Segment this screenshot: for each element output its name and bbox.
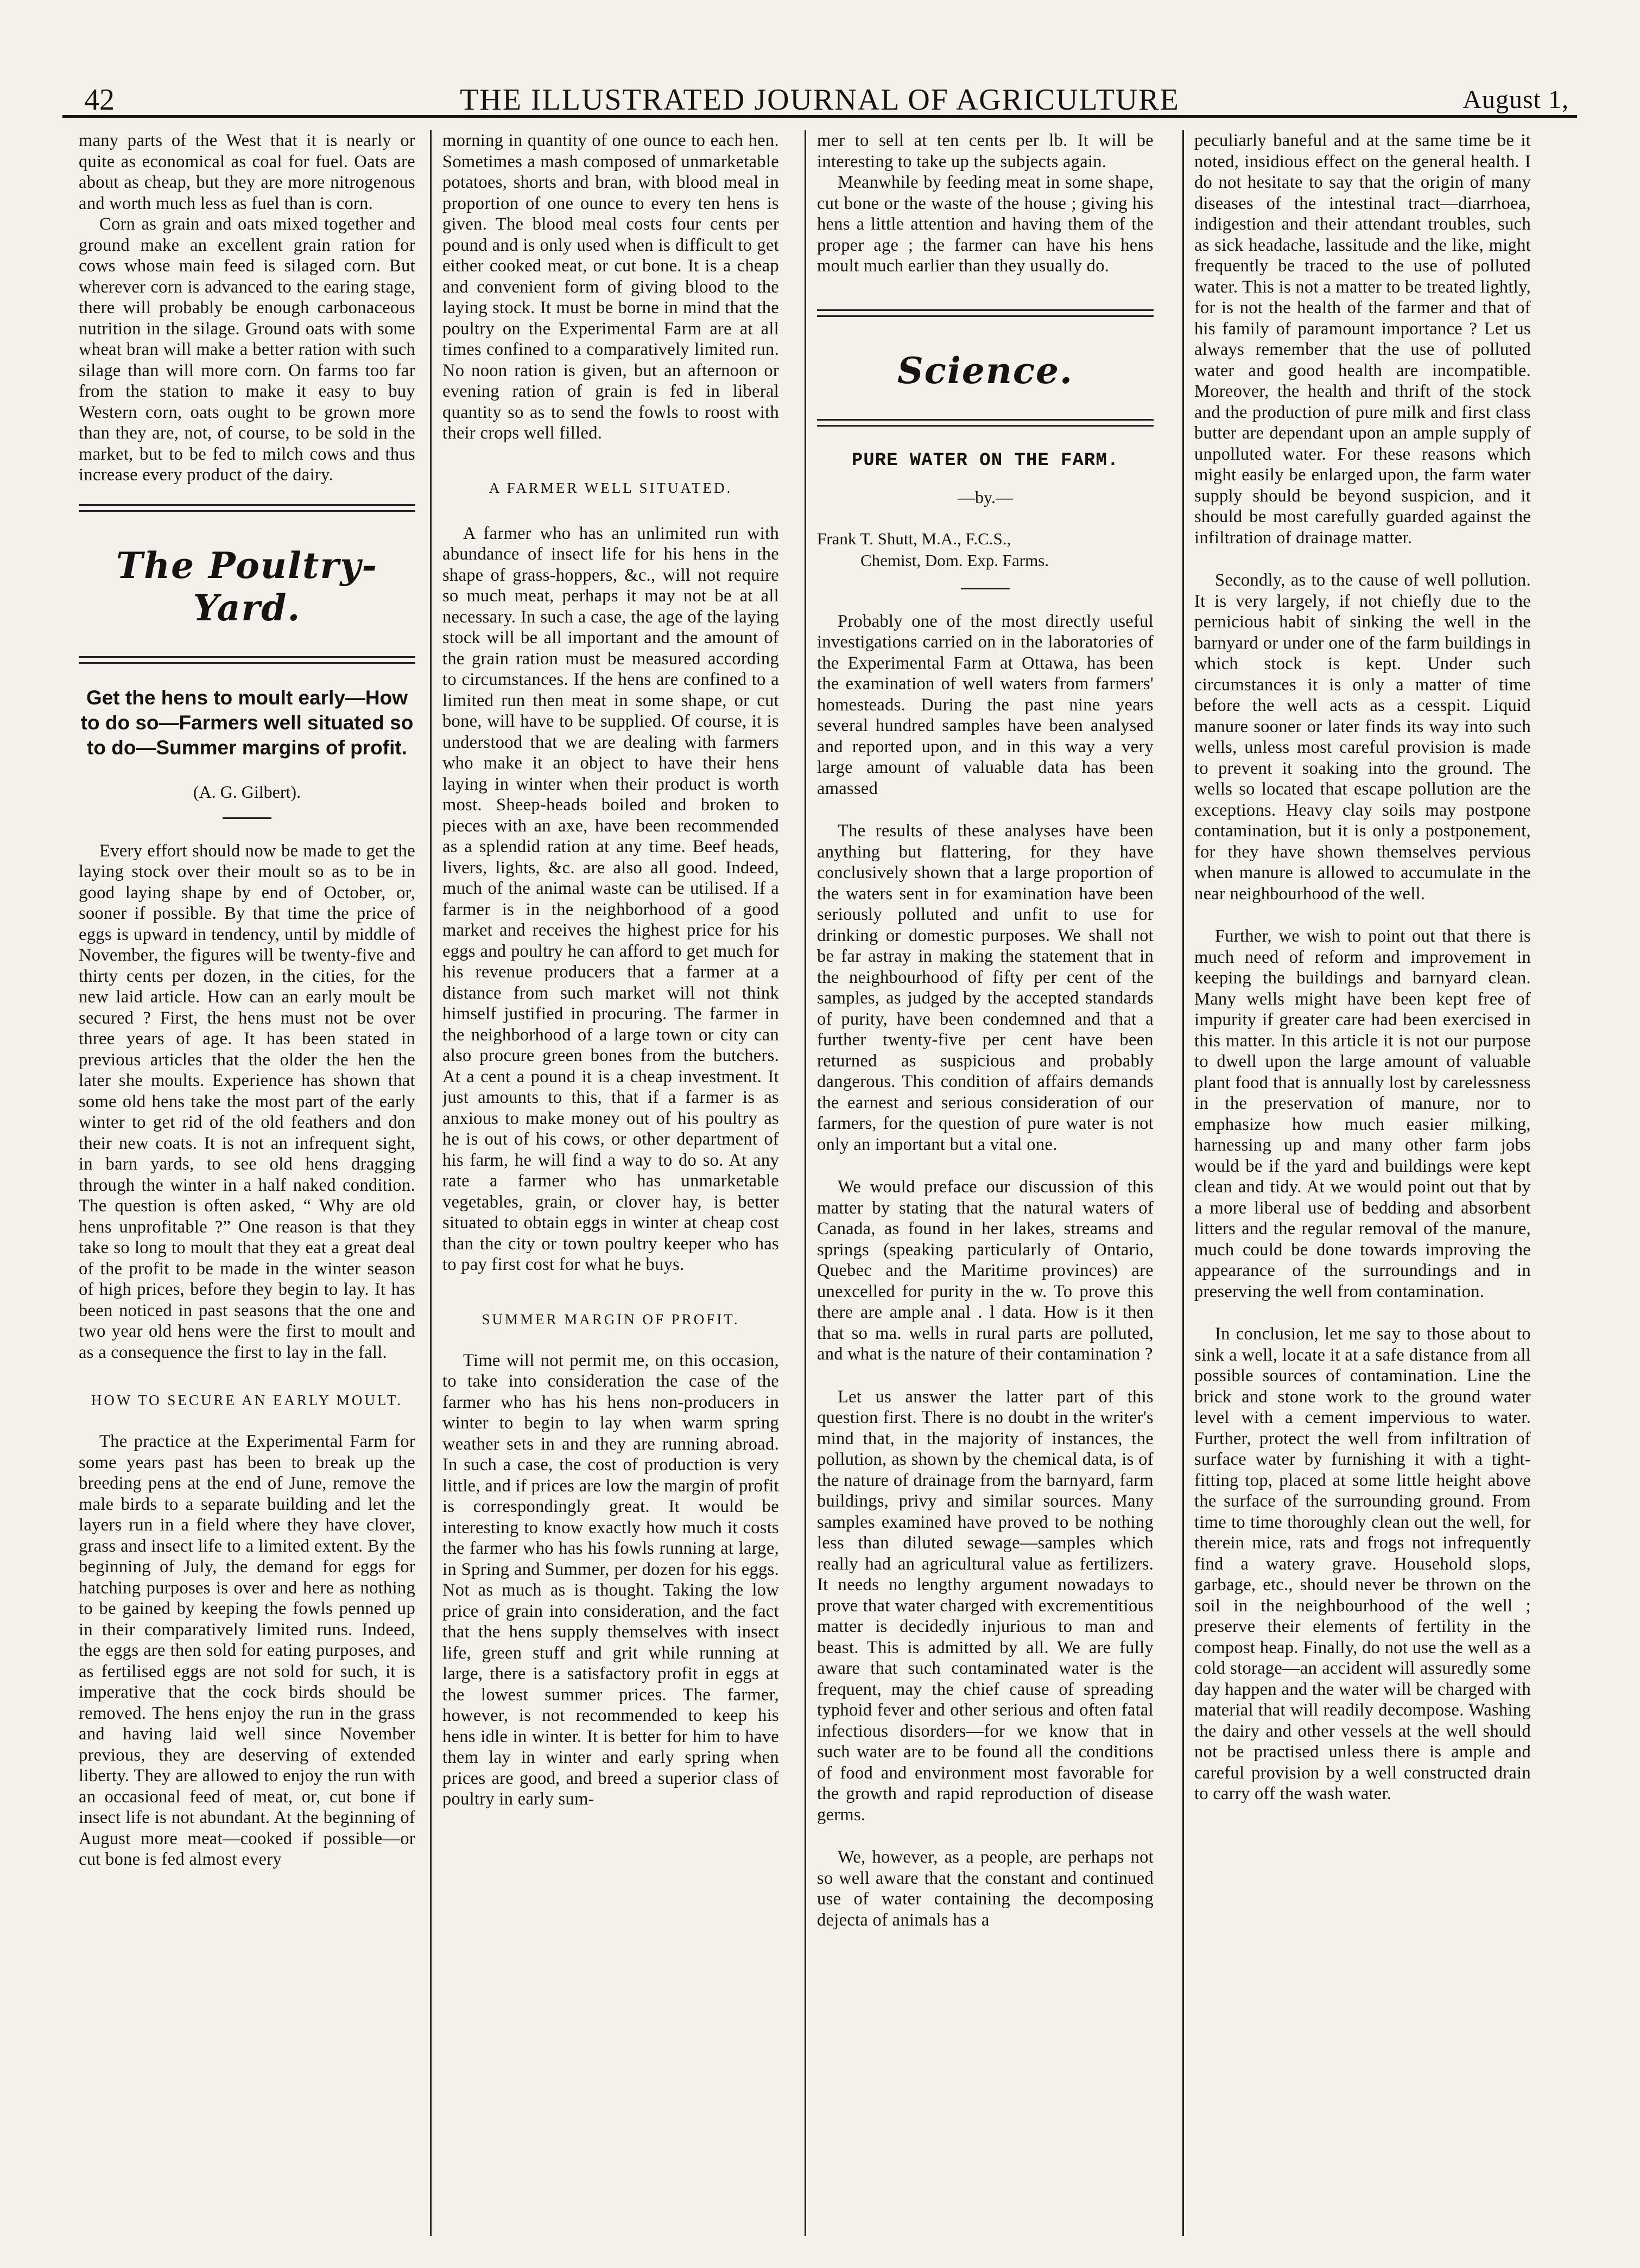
column-2 (442, 130, 779, 2236)
column-rule (1182, 130, 1184, 2236)
paragraph: The practice at the Experimental Farm for some years past has been to break up the breeding pens at the end of June, remove the male birds to a separate building and let the layers run in a field where they have clover, grass and insect life to a limited extent. By the beginning of July, the demand for eggs for hatching purposes is over and here as nothing to be gained by keeping the fowls penned up in their comparatively limited runs. Indeed, the eggs are then sold for eating purposes, and as fertilised eggs are not sold for such, it is imperative that the cock birds should be removed. The hens enjoy the run in the grass and having laid well since November previous, they are deserving of extended liberty. They are allowed to enjoy the run with an occasional feed of meat, or, cut bone if insect life is not abundant. At the beginning of August more meat—cooked if possible—or cut bone is fed almost every (79, 1432, 415, 1869)
article-byline: (A. G. Gilbert). (193, 782, 301, 802)
column-3 (817, 130, 1154, 2236)
paragraph: Further, we wish to point out that there is much need of reform and improvement in keeping the buildings and barnyard clean. Many wells might have been kept free of impurity if greater care had been exercised in this matter. In this article it is not our purpose to dwell upon the large amount of valuable plant food that is annually lost by carelessness in the preservation of manure, nor to emphasize how much easier milking, harnessing up and many other farm jobs would be if the yard and buildings were kept clean and tidy. At we would point out that by a more liberal use of bedding and absorbent litters and the regular removal of the manure, much could be done towards improving the appearance of the surroundings and in preserving the well from contamination. (1194, 926, 1531, 1301)
paragraph: Corn as grain and oats mixed together and ground make an excellent grain ration for cows whose main feed is silaged corn. But wherever corn is advanced to the earing stage, there will probably be enough carbonaceous nutrition in the silage. Ground oats with some wheat bran will make a better ration with such silage than will more corn. On farms too far from the station to make it easy to buy Western corn, oats ought to be grown more than they are, not, of course, to be sold in the market, but to be fed to milch cows and thus increase every product of the dairy. (79, 214, 415, 485)
author-credit (817, 528, 1154, 571)
paragraph: Meanwhile by feeding meat in some shape, cut bone or the waste of the house ; giving his hens a little attention and having them of the proper age ; the farmer can have his hens moult much earlier than they usually do. (817, 173, 1154, 276)
issue-date: August 1, (1462, 85, 1569, 114)
paragraph: Let us answer the latter part of this question first. There is no doubt in the writer's mind that, in the majority of instances, the pollution, as shown by the chemical data, is of the nature of drainage from the barnyard, farm buildings, privy and similar sources. Many samples examined have proved to be nothing less than diluted sewage—samples which really had an agricultural value as fertilizers. It needs no lengthy argument nowadays to prove that water charged with excrementitious matter is decidedly injurious to man and beast. This is admitted by all. We are fully aware that such contaminated water is the frequent, may the chief cause of spreading typhoid fever and other serious and often fatal infectious disorders—for we know that in such water are to be found all the conditions of food and environment most favorable for the growth and rapid reproduction of disease germs. (817, 1387, 1154, 1825)
column-rule (805, 130, 806, 2236)
paragraph: Probably one of the most directly useful investigations carried on in the laboratories of the Experimental Farm at Ottawa, has been the examination of well waters from farmers' homesteads. During the past nine years several hundred samples have been analysed and reported upon, and in this way a very large amount of valuable data has been amassed (817, 611, 1154, 798)
page-number: 42 (84, 83, 115, 117)
section-divider (79, 504, 415, 512)
paragraph: many parts of the West that it is nearly or quite as economical as coal for fuel. Oats are about as cheap, but they are more nitrogenous and worth much less as fuel than is corn. (79, 131, 415, 213)
section-divider (817, 309, 1154, 317)
department-heading: Science. (897, 349, 1074, 392)
subheading: SUMMER MARGIN OF PROFIT. (482, 1311, 740, 1327)
by-line: —by.— (958, 487, 1013, 507)
short-rule (961, 588, 1010, 589)
paragraph: We, however, as a people, are perhaps not so well aware that the constant and continued use of water containing the decomposing dejecta of animals has a (817, 1847, 1154, 1930)
paragraph: The results of these analyses have been anything but flattering, for they have conclusively shown that a large proportion of the waters sent in for examination have been seriously polluted and unfit to use for drinking or domestic purposes. We shall not be far astray in making the statement that in the neighbourhood of fifty per cent of the samples, as judged by the accepted standards of purity, have been condemned and that a further twenty-five per cent have been returned as suspicious and probably dangerous. This condition of affairs demands the earnest and serious consideration of our farmers, for the question of pure water is not only an important but a vital one. (817, 821, 1154, 1154)
paragraph: peculiarly baneful and at the same time be it noted, insidious effect on the general health. I do not hesitate to say that the origin of many diseases of the intestinal tract—diarrhoea, indigestion and their attendant troubles, such as sick headache, lassitude and the like, might frequently be traced to the use of polluted water. This is not a matter to be treated lightly, for is not the health of the farmer and that of his family of paramount importance ? Let us always remember that the use of polluted water and good health are incompatible. Moreover, the health and thrift of the stock and the production of pure milk and first class butter are dependant upon an ample supply of unpolluted water. For these reasons which might easily be enlarged upon, the farm water supply should be beyond suspicion, and it should be most carefully guarded against the infiltration of drainage matter. (1194, 131, 1531, 548)
column-4 (1194, 130, 1531, 2236)
paragraph: In conclusion, let me say to those about to sink a well, locate it at a safe distance from all possible sources of contamination. Line the brick and stone work to the ground water level with a cement impervious to water. Further, protect the well from infiltration of surface water by furnishing it with a tight-fitting top, placed at some little height above the surface of the surrounding ground. From time to time thoroughly clean out the well, for therein mice, rats and frogs not infrequently find a watery grave. Household slops, garbage, etc., should never be thrown on the soil in the neighbourhood of the well ; preserve their elements of fertility in the compost heap. Finally, do not use the well as a cold storage—an accident will assuredly some day happen and the water will be charged with material that will readily decompose. Washing the dairy and other vessels at the well should not be practised unless there is ample and careful provision by a well constructed drain to carry off the wash water. (1194, 1324, 1531, 1803)
paragraph: Time will not permit me, on this occasion, to take into consideration the case of the farmer who has his hens non-producers in winter to begin to lay when warm spring weather sets in and they are running abroad. In such a case, the cost of production is very little, and if prices are low the margin of profit is correspondingly great. It would be interesting to know exactly how much it costs the farmer who has his fowls running at large, in Spring and Summer, per dozen for his eggs. Not as much as is thought. Taking the low price of grain into consideration, and the fact that the hens supply themselves with insect life, green stuff and grit while running at large, there is a satisfactory profit in eggs at the lowest summer prices. The farmer, however, is not recommended to keep his hens idle in winter. It is better for him to have them lay in winter and early spring when prices are good, and breed a superior class of poultry in early sum- (442, 1350, 779, 1809)
paragraph: We would preface our discussion of this matter by stating that the natural waters of Canada, as found in her lakes, streams and springs (speaking particularly of Ontario, Quebec and the Maritime provinces) are unexcelled for purity in the w. To prove this there are ample anal . l data. How is it then that so ma. wells in rural parts are polluted, and what is the nature of their contamination ? (817, 1177, 1154, 1364)
article-title: PURE WATER ON THE FARM. (851, 450, 1119, 471)
paragraph: Every effort should now be made to get the laying stock over their moult so as to be in good laying shape by end of October, or, sooner if possible. By that time the price of eggs is upward in tendency, until by middle of November, the figures will be twenty-five and thirty cents per dozen, in the cities, for the new laid article. How can an early moult be secured ? First, the hens must not be over three years of age. It has been stated in previous articles that the older the hen the later she moults. Experience has shown that some old hens take the most part of the early winter to get rid of the old feathers and don their new coats. It is not an infrequent sight, in barn yards, to see old hens dragging through the winter in a half naked condition. The question is often asked, “ Why are old hens unprofitable ?” One reason is that they take so long to moult that they eat a great deal of the profit to be made in the winter season of high prices, before they begin to lay. It has been noticed in past seasons that the one and two year old hens were the first to moult and as a consequence the first to lay in the fall. (79, 841, 415, 1362)
column-1 (79, 130, 415, 2236)
section-divider (79, 656, 415, 664)
paragraph: Secondly, as to the cause of well pollution. It is very largely, if not chiefly due to the pernicious habit of sinking the well in the barnyard or under one of the farm buildings in which stock is kept. Under such circumstances it is only a matter of time before the well acts as a cesspit. Liquid manure sooner or later finds its way into such wells, unless most careful provision is made to prevent it soaking into the ground. The wells so located that escape pollution are the exceptions. Heavy clay soils may postpone contamination, but it is only a postponement, for they have shown themselves pervious when manure is allowed to accumulate in the near neighbourhood of the well. (1194, 570, 1531, 904)
paragraph: A farmer who has an unlimited run with abundance of insect life for his hens in the shape of grass-hoppers, &c., will not require so much meat, perhaps it may not be at all necessary. In such a case, the age of the laying stock will be all important and the amount of the grain ration must be measured according to circumstances. If the hens are confined to a limited run then meat in some shape, or cut bone, will have to be supplied. Of course, it is understood that we are dealing with farmers who make it an object to have their hens laying in winter when their product is worth most. Sheep-heads boiled and broken to pieces with an axe, have been recommended as a splendid ration at any time. Beef heads, livers, lights, &c. are also all good. Indeed, much of the animal waste can be utilised. If a farmer is in the neighborhood of a good market and receives the highest price for his eggs and poultry he can afford to get much for his revenue producers that a farmer at a distance from such market will not think himself justified in procuring. The farmer in the neighborhood of a large town or city can also procure green bones from the butchers. At a cent a pound it is a cheap investment. It just amounts to this, that if a farmer is as anxious to make money out of his poultry as he is out of his cows, or other department of his farm, he will find a way to do so. At any rate a farmer who has unmarketable vegetables, grain, or clover hay, is better situated to obtain eggs in winter at cheap cost than the city or town poultry keeper who has to pay first cost for what he buys. (442, 523, 779, 1274)
page-header (62, 81, 1577, 118)
article-headline: Get the hens to moult early—How to do so—Farmers well situated so to do—Summer margins of profit. (80, 686, 414, 759)
paragraph: morning in quantity of one ounce to each hen. Sometimes a mash composed of unmarketable potatoes, shorts and bran, with blood meal in proportion of one ounce to every ten hens is given. The blood meal costs four cents per pound and is only used when is difficult to get either cooked meat, or cut bone. It is a cheap and convenient form of giving blood to the laying stock. It must be borne in mind that the poultry on the Experimental Farm are at all times confined to a comparatively limited run. No noon ration is given, but an afternoon or evening ration of grain is fed in liberal quantity so as to send the fowls to roost with their crops well filled. (442, 131, 779, 443)
author-title: Chemist, Dom. Exp. Farms. (860, 550, 1049, 570)
subheading: A FARMER WELL SITUATED. (489, 479, 733, 496)
column-rule (430, 130, 432, 2236)
author-name: Frank T. Shutt, M.A., F.C.S., (817, 529, 1011, 548)
journal-title: THE ILLUSTRATED JOURNAL OF AGRICULTURE (460, 83, 1180, 117)
short-rule (223, 817, 271, 819)
department-heading: The Poultry-Yard. (116, 544, 378, 629)
paragraph: mer to sell at ten cents per lb. It will be interesting to take up the subjects again. (817, 131, 1154, 171)
section-divider (817, 419, 1154, 427)
subheading: HOW TO SECURE AN EARLY MOULT. (91, 1392, 403, 1408)
